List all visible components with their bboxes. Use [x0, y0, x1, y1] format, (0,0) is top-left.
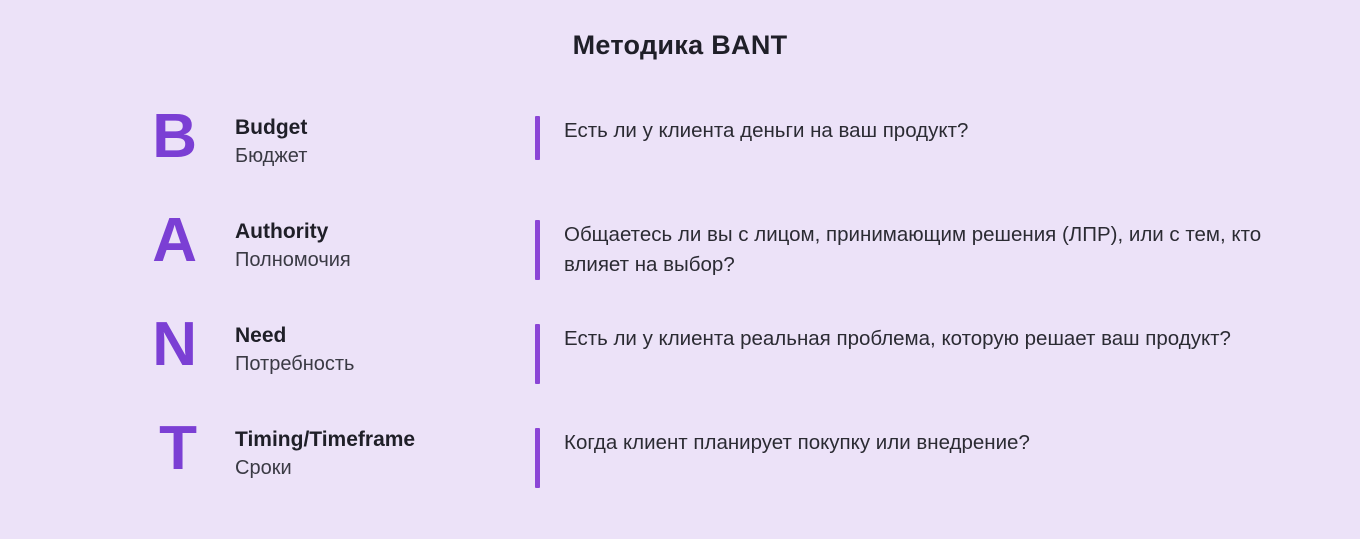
- accent-bar: [535, 428, 540, 488]
- bant-letter: N: [152, 310, 197, 379]
- terms-cell: [235, 208, 535, 274]
- bant-letter: B: [152, 102, 197, 171]
- question-cell: [535, 208, 1360, 280]
- letter-cell: [0, 206, 235, 275]
- term-english: Authority: [235, 220, 329, 243]
- term-english: Budget: [235, 116, 308, 139]
- page-title: Методика BANT: [572, 30, 788, 60]
- term-russian: Бюджет: [235, 145, 308, 167]
- question-text: Есть ли у клиента деньги на ваш продукт?: [564, 119, 969, 142]
- letter-cell: [0, 102, 235, 171]
- term-russian: Потребность: [235, 353, 355, 375]
- question-text: Общаетесь ли вы с лицом, принимающим решения (ЛПР), или с тем, кто влияет на выбор?: [564, 223, 1262, 276]
- term-english: Need: [235, 324, 287, 347]
- question-cell: [535, 312, 1360, 384]
- bant-row-budget: [0, 104, 1360, 208]
- bant-rows: [0, 104, 1360, 520]
- bant-row-authority: [0, 208, 1360, 312]
- question-cell: [535, 416, 1360, 488]
- question-text: Есть ли у клиента реальная проблема, которую решает ваш продукт?: [564, 327, 1231, 350]
- terms-cell: [235, 312, 535, 378]
- bant-row-need: [0, 312, 1360, 416]
- bant-letter: T: [159, 414, 197, 483]
- terms-cell: [235, 416, 535, 482]
- bant-row-timing: [0, 416, 1360, 520]
- accent-bar: [535, 116, 540, 160]
- term-russian: Сроки: [235, 457, 292, 479]
- bant-letter: A: [152, 206, 197, 275]
- accent-bar: [535, 324, 540, 384]
- term-english: Timing/Timeframe: [235, 428, 416, 451]
- letter-cell: [0, 310, 235, 379]
- letter-cell: [0, 414, 235, 483]
- term-russian: Полномочия: [235, 249, 351, 271]
- accent-bar: [535, 220, 540, 280]
- question-cell: [535, 104, 1360, 160]
- question-text: Когда клиент планирует покупку или внедрение?: [564, 431, 1030, 454]
- terms-cell: [235, 104, 535, 170]
